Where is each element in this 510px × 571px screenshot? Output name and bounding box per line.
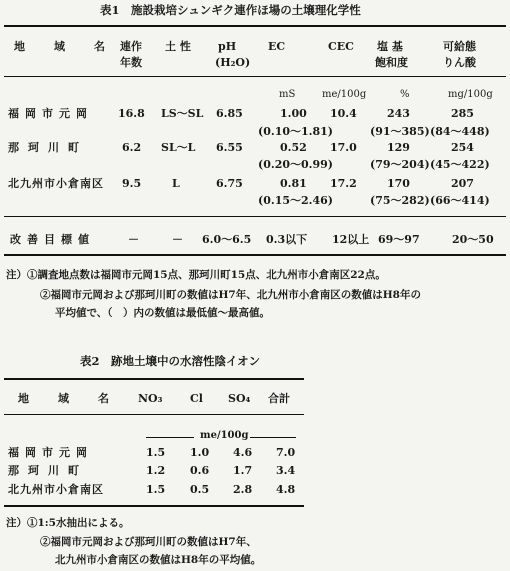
row-name: 福岡市元岡 bbox=[8, 446, 93, 459]
table1-note-2: ②福岡市元岡および那珂川町の数値はH7年、北九州市小倉南区の数値はH8年の bbox=[40, 289, 421, 301]
table1-unit-p: mg/100g bbox=[448, 89, 493, 100]
row-total: 4.8 bbox=[276, 483, 296, 496]
table1-unit-ec: mS bbox=[279, 89, 296, 100]
row-years: 16.8 bbox=[118, 107, 145, 120]
table1-header-years: 連作 bbox=[120, 40, 142, 53]
row-name: 改善目標値 bbox=[10, 233, 95, 246]
row-years: 6.2 bbox=[122, 141, 142, 154]
row-soil: LS～SL bbox=[161, 107, 204, 120]
row-name: 那珂川町 bbox=[8, 464, 88, 477]
table2-unit-line-left bbox=[146, 437, 194, 438]
table1-header-base: 塩 基 bbox=[377, 40, 403, 53]
row-name: 北九州市小倉南区 bbox=[8, 483, 104, 496]
table1-header-years-2: 年数 bbox=[120, 56, 142, 69]
row-no3: 1.2 bbox=[146, 464, 166, 477]
table2-note-3: 北九州市小倉南区の数値はH8年の平均値。 bbox=[55, 554, 262, 566]
row-soil: SL～L bbox=[161, 141, 196, 154]
table1-header-ph-2: (H₂O) bbox=[215, 56, 251, 69]
table1-body-rule bbox=[4, 216, 506, 217]
row-cec: 17.2 bbox=[330, 177, 357, 190]
row-p-range: (84～448) bbox=[430, 125, 490, 138]
row-base-range: (91～385) bbox=[370, 125, 430, 138]
table2-header-so4: SO₄ bbox=[228, 392, 251, 405]
row-ph: 6.55 bbox=[216, 141, 243, 154]
row-cec: 12以上 bbox=[332, 233, 370, 246]
table1-note-1: 注）①調査地点数は福岡市元岡15点、那珂川町15点、北九州市小倉南区22点。 bbox=[6, 269, 386, 281]
row-ec: 0.81 bbox=[280, 177, 307, 190]
table1-header-location: 地 域 名 bbox=[14, 40, 114, 53]
table2-unit-line-right bbox=[250, 437, 296, 438]
row-base-range: (79～204) bbox=[370, 158, 430, 171]
row-ec: 0.3以下 bbox=[266, 233, 308, 246]
table1-unit-cec: me/100g bbox=[322, 89, 367, 100]
table1-header-ec: EC bbox=[268, 40, 286, 53]
row-base: 129 bbox=[387, 141, 410, 154]
row-no3: 1.5 bbox=[146, 446, 166, 459]
table2-header-location: 地 域 名 bbox=[18, 392, 118, 405]
table2-bottom-rule bbox=[4, 505, 304, 507]
table1-header-p-2: りん酸 bbox=[443, 56, 476, 69]
row-p: 254 bbox=[451, 141, 474, 154]
row-so4: 1.7 bbox=[233, 464, 253, 477]
row-ec: 1.00 bbox=[280, 107, 307, 120]
row-so4: 4.6 bbox=[233, 446, 253, 459]
table1-header-p: 可給態 bbox=[443, 40, 476, 53]
table2-unit: me/100g bbox=[200, 430, 249, 441]
row-years: 9.5 bbox=[122, 177, 142, 190]
row-cl: 1.0 bbox=[190, 446, 210, 459]
table1-note-3: 平均値で、（ ）内の数値は最低値～最高値。 bbox=[55, 307, 271, 319]
row-name: 那珂川町 bbox=[8, 141, 88, 154]
table2-note-1: 注）①1:5水抽出による。 bbox=[6, 517, 130, 529]
row-ec: 0.52 bbox=[280, 141, 307, 154]
row-total: 7.0 bbox=[276, 446, 296, 459]
row-years: － bbox=[128, 233, 139, 246]
table2-header-cl: Cl bbox=[190, 392, 203, 405]
table1-header-base-2: 飽和度 bbox=[375, 56, 408, 69]
row-p: 20～50 bbox=[452, 233, 494, 246]
row-soil: － bbox=[172, 233, 183, 246]
row-cl: 0.6 bbox=[190, 464, 210, 477]
table1-unit-base: % bbox=[400, 89, 410, 100]
row-name: 福岡市元岡 bbox=[8, 107, 93, 120]
table2-note-2: ②福岡市元岡および那珂川町の数値はH7年、 bbox=[40, 536, 257, 548]
table2-title: 表2 跡地土壌中の水溶性陰イオン bbox=[80, 354, 261, 368]
row-base: 170 bbox=[387, 177, 410, 190]
table2-header-rule bbox=[4, 414, 304, 415]
row-total: 3.4 bbox=[276, 464, 296, 477]
row-ec-range: (0.10～1.81) bbox=[258, 125, 333, 138]
row-cec: 10.4 bbox=[330, 107, 357, 120]
table1-header-cec: CEC bbox=[328, 40, 354, 53]
row-base: 69～97 bbox=[378, 233, 420, 246]
row-base-range: (75～282) bbox=[370, 194, 430, 207]
row-cec: 17.0 bbox=[330, 141, 357, 154]
table1-bottom-rule bbox=[4, 254, 506, 256]
row-ph: 6.85 bbox=[216, 107, 243, 120]
row-cl: 0.5 bbox=[190, 483, 210, 496]
row-ec-range: (0.20～0.99) bbox=[258, 158, 333, 171]
table1-header-rule bbox=[4, 76, 506, 77]
table2-top-rule bbox=[4, 378, 304, 380]
row-p: 207 bbox=[451, 177, 474, 190]
table1-header-soil: 土 性 bbox=[165, 40, 191, 53]
row-base: 243 bbox=[387, 107, 410, 120]
row-so4: 2.8 bbox=[233, 483, 253, 496]
row-p-range: (45～422) bbox=[430, 158, 490, 171]
row-ec-range: (0.15～2.46) bbox=[258, 194, 333, 207]
row-ph: 6.75 bbox=[216, 177, 243, 190]
table1-title: 表1 施設栽培シュンギク連作ほ場の土壌理化学性 bbox=[100, 3, 361, 17]
row-no3: 1.5 bbox=[146, 483, 166, 496]
row-p-range: (66～414) bbox=[430, 194, 490, 207]
table2-header-total: 合計 bbox=[268, 392, 290, 405]
table1-header-ph: pH bbox=[218, 40, 237, 53]
row-p: 285 bbox=[451, 107, 474, 120]
table1-top-rule bbox=[4, 25, 506, 27]
row-ph: 6.0～6.5 bbox=[202, 233, 252, 246]
row-name: 北九州市小倉南区 bbox=[8, 177, 104, 190]
row-soil: L bbox=[172, 177, 180, 190]
table2-header-no3: NO₃ bbox=[138, 392, 163, 405]
